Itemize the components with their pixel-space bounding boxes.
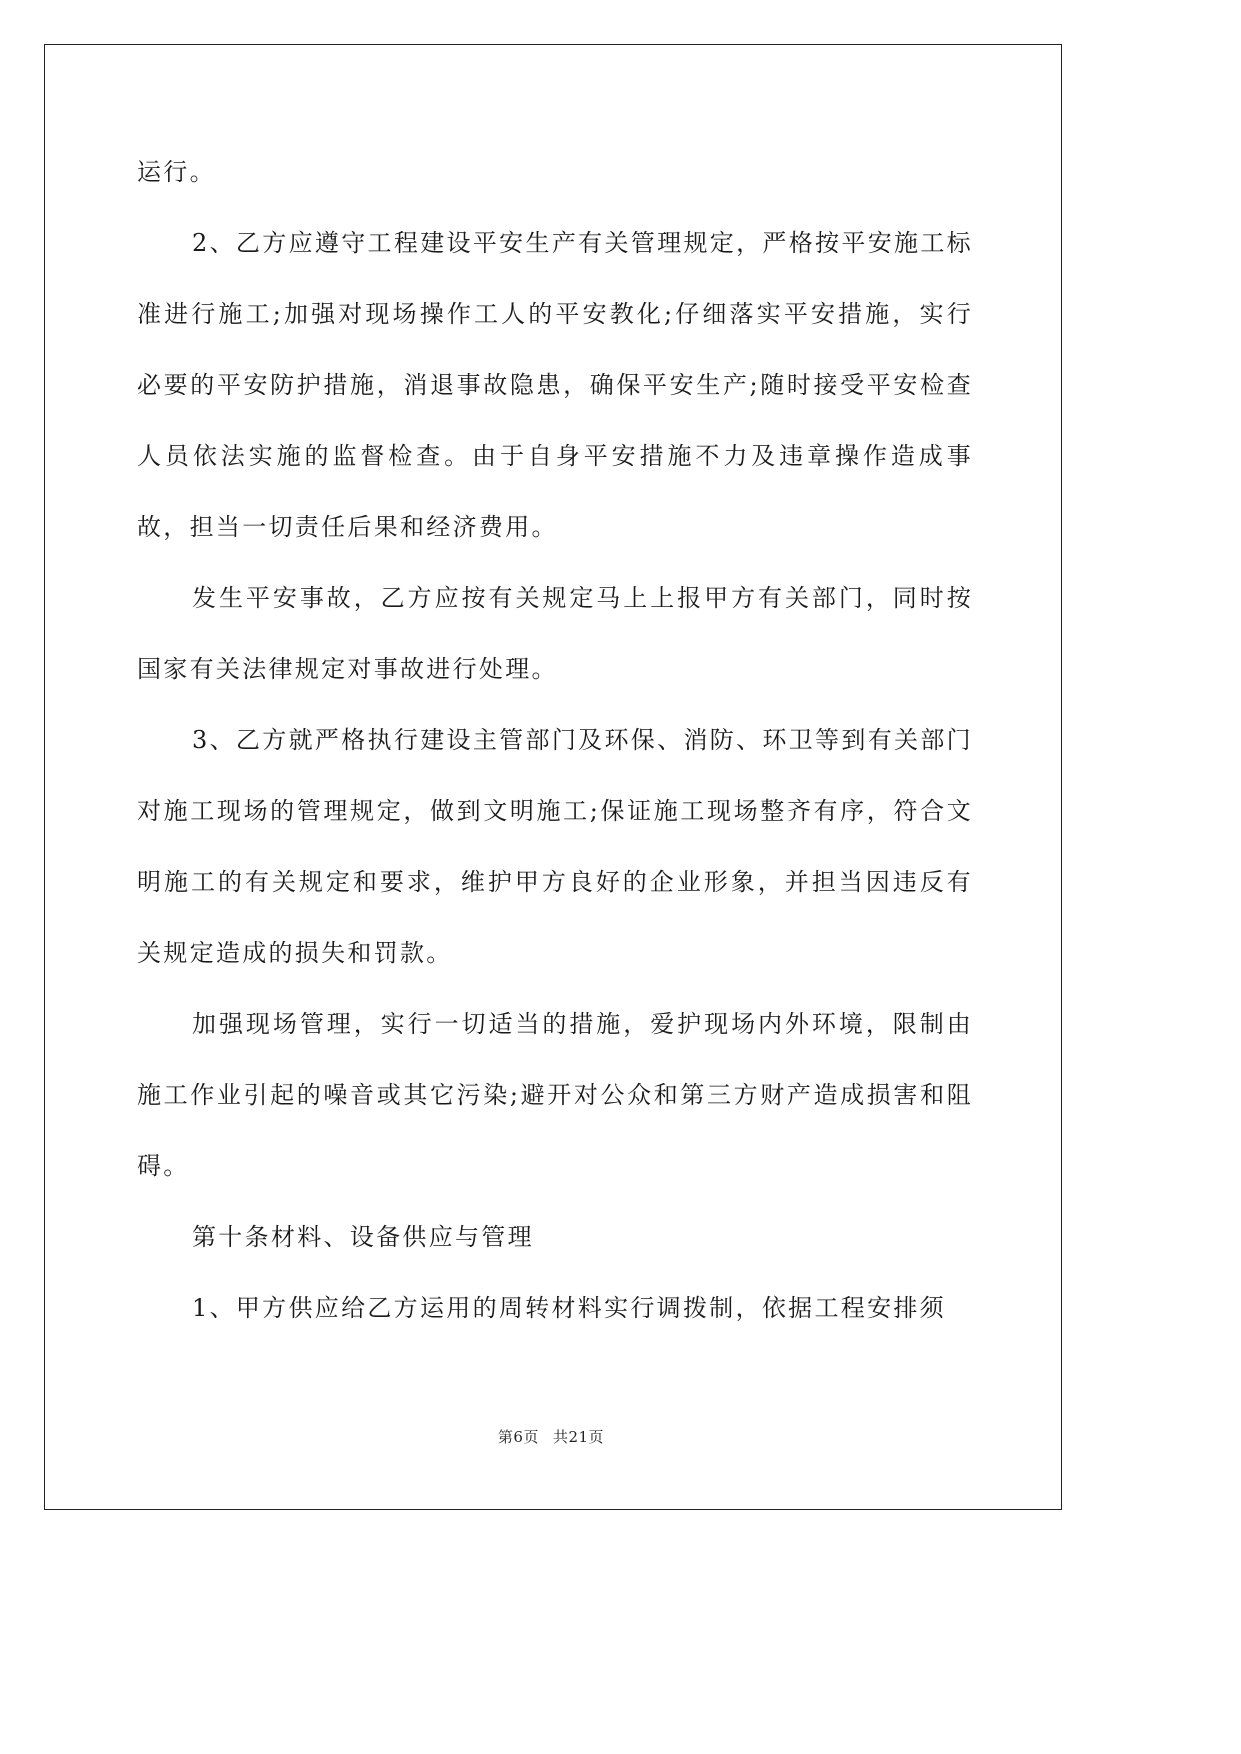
paragraph: 1、甲方供应给乙方运用的周转材料实行调拨制，依据工程安排须: [192, 1294, 946, 1322]
paragraph: 加强现场管理，实行一切适当的措施，爱护现场内外环境，限制由施工作业引起的噪音或其它污染;避开对公众和第三方财产造成损害和阻碍。: [137, 1010, 973, 1180]
page-footer: [0, 1426, 1102, 1447]
page-total: 共21页: [552, 1428, 605, 1446]
document-body: [137, 137, 973, 1344]
page-number: 第6页: [497, 1428, 539, 1446]
paragraph: 2、乙方应遵守工程建设平安生产有关管理规定，严格按平安施工标准进行施工;加强对现场操作工人的平安教化;仔细落实平安措施，实行必要的平安防护措施，消退事故隐患，确保平安生产;随时接受平安检查人员依法实施的监督检查。由于自身平安措施不力及违章操作造成事故，担当一切责任后果和经济费用。: [137, 229, 973, 541]
paragraph: 3、乙方就严格执行建设主管部门及环保、消防、环卫等到有关部门对施工现场的管理规定，做到文明施工;保证施工现场整齐有序，符合文明施工的有关规定和要求，维护甲方良好的企业形象，并担当因违反有关规定造成的损失和罚款。: [137, 726, 973, 967]
section-heading: 第十条材料、设备供应与管理: [192, 1223, 534, 1251]
paragraph: 发生平安事故，乙方应按有关规定马上上报甲方有关部门，同时按国家有关法律规定对事故进行处理。: [137, 584, 973, 683]
paragraph: 运行。: [137, 158, 216, 186]
